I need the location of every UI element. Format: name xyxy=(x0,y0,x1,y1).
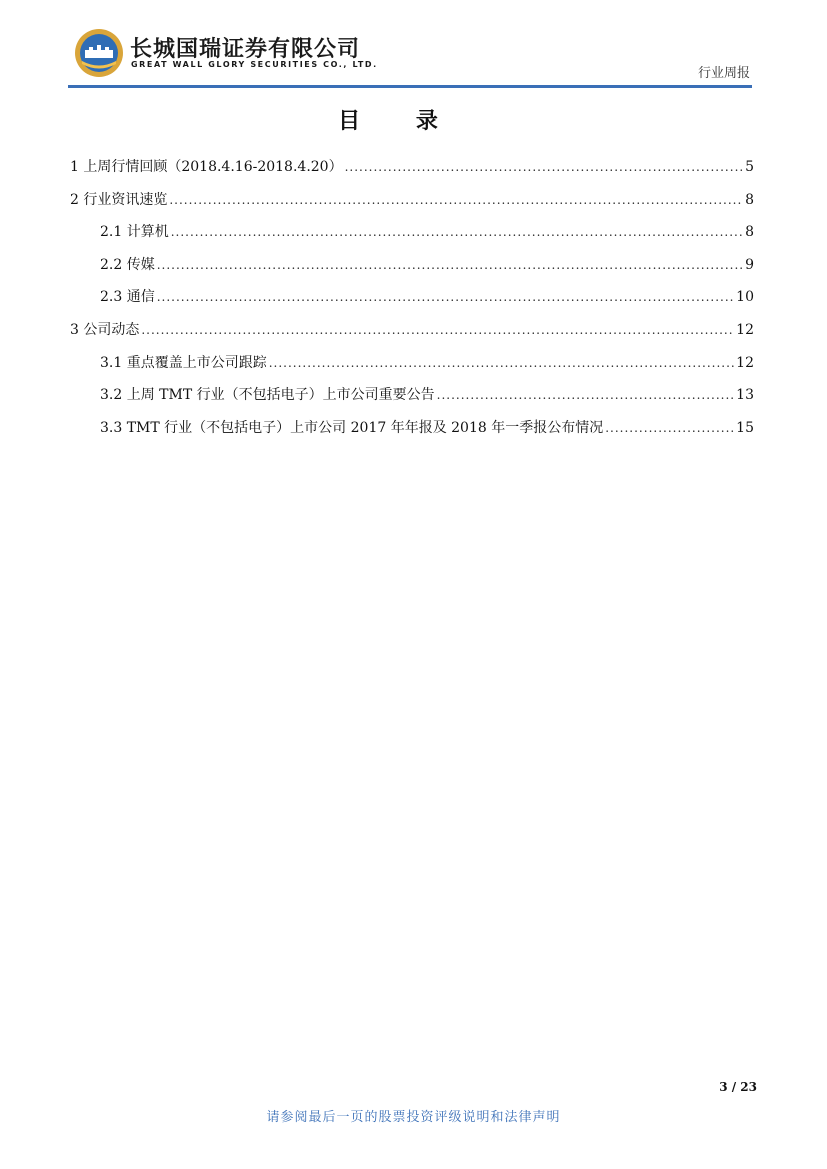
toc-entry[interactable] xyxy=(70,286,754,319)
page-header xyxy=(70,22,752,88)
toc-entry-page: 5 xyxy=(745,159,754,175)
toc-leader-dots xyxy=(171,221,743,243)
toc-entry-page: 15 xyxy=(736,419,754,436)
toc-leader-dots xyxy=(437,384,735,406)
toc-entry[interactable] xyxy=(70,221,754,254)
toc-entry[interactable] xyxy=(70,189,754,222)
toc-entry[interactable] xyxy=(70,156,754,189)
header-divider xyxy=(68,85,752,88)
toc-entry-label: 3.3 TMT 行业（不包括电子）上市公司 2017 年年报及 2018 年一季报公布情况 xyxy=(100,419,604,436)
toc-entry-page: 10 xyxy=(736,289,754,306)
toc-entry-label: 2.1 计算机 xyxy=(100,224,169,241)
toc-entry-page: 12 xyxy=(736,354,754,371)
toc-entry-label: 2 行业资讯速览 xyxy=(70,191,168,208)
toc-entry-page: 12 xyxy=(736,321,754,338)
toc-entry[interactable] xyxy=(70,319,754,352)
toc-leader-dots xyxy=(269,352,734,374)
toc-entry[interactable] xyxy=(70,384,754,417)
toc-entry-page: 9 xyxy=(745,256,754,273)
toc-leader-dots xyxy=(605,417,734,439)
toc-leader-dots xyxy=(169,189,743,211)
toc-entry-label: 3.2 上周 TMT 行业（不包括电子）上市公司重要公告 xyxy=(100,387,435,404)
toc-entry-page: 8 xyxy=(745,191,754,208)
toc-leader-dots xyxy=(345,156,743,178)
toc-entry-label: 2.3 通信 xyxy=(100,289,155,306)
toc-entry-label: 3 公司动态 xyxy=(70,321,140,338)
brand-name-cn: 长城国瑞证券有限公司 xyxy=(130,37,361,62)
report-type-label: 行业周报 xyxy=(697,66,750,81)
table-of-contents xyxy=(70,156,754,449)
great-wall-glory-logo-icon xyxy=(74,28,124,78)
toc-leader-dots xyxy=(141,319,734,341)
brand-name-en: GREAT WALL GLORY SECURITIES CO., LTD. xyxy=(131,60,378,69)
toc-leader-dots xyxy=(157,254,743,276)
toc-entry-label: 2.2 传媒 xyxy=(100,256,155,273)
page-number: 3 / 23 xyxy=(719,1080,757,1094)
toc-entry-label: 3.1 重点覆盖上市公司跟踪 xyxy=(100,354,267,371)
toc-entry[interactable] xyxy=(70,417,754,450)
toc-entry-page: 8 xyxy=(745,224,754,241)
footer-disclaimer-note: 请参阅最后一页的股票投资评级说明和法律声明 xyxy=(266,1110,561,1125)
toc-title: 目 录 xyxy=(338,109,462,134)
toc-entry[interactable] xyxy=(70,254,754,287)
toc-leader-dots xyxy=(157,286,734,308)
toc-entry-page: 13 xyxy=(736,387,754,404)
toc-entry-label: 1 上周行情回顾（2018.4.16-2018.4.20） xyxy=(70,159,343,175)
toc-entry[interactable] xyxy=(70,352,754,385)
